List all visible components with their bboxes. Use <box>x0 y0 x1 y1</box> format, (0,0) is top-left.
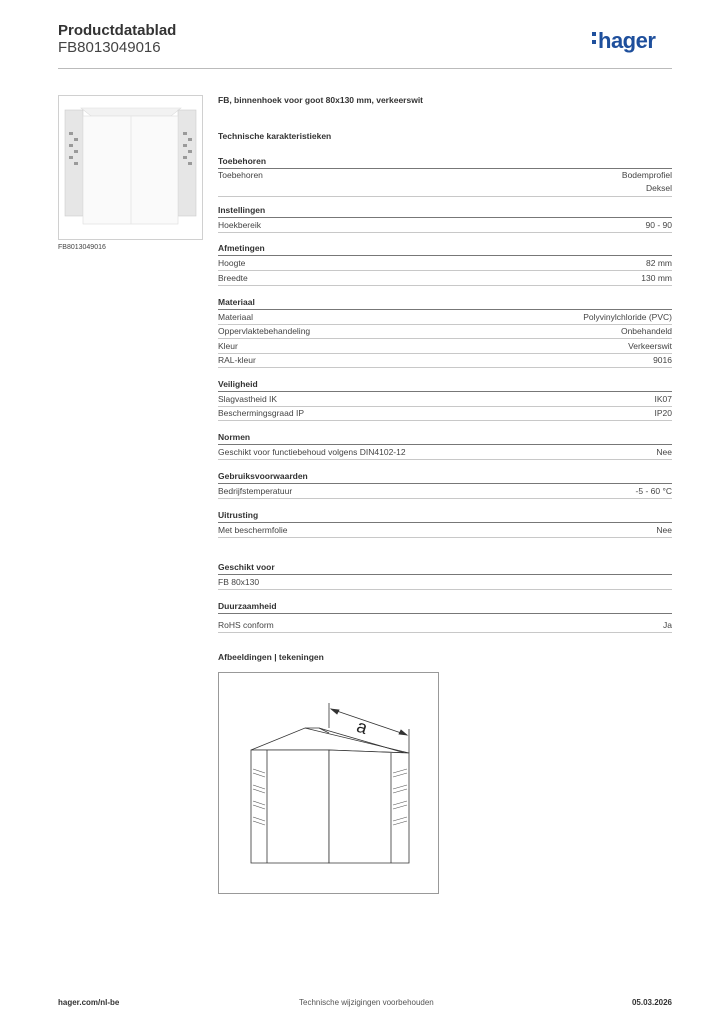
spec-value: -5 - 60 °C <box>635 486 672 496</box>
product-title: FB, binnenhoek voor goot 80x130 mm, verkeerswit <box>218 95 424 105</box>
footer-website: hager.com/nl-be <box>58 998 120 1007</box>
spec-row <box>218 272 672 286</box>
section-heading: Veiligheid <box>218 379 672 392</box>
section-heading: Uitrusting <box>218 510 672 523</box>
spec-value: Polyvinylchloride (PVC) <box>583 312 672 322</box>
thumbnail-caption: FB8013049016 <box>58 244 106 251</box>
spec-label: Met beschermfolie <box>218 525 288 535</box>
spec-label: RoHS conform <box>218 620 274 630</box>
hager-logo: hager <box>592 28 655 54</box>
spec-row <box>218 524 672 538</box>
product-thumbnail <box>58 95 203 240</box>
header-divider <box>58 68 672 69</box>
spec-row <box>218 257 672 271</box>
spec-row <box>218 407 672 421</box>
spec-value: 90 - 90 <box>645 220 672 230</box>
spec-label: Toebehoren <box>218 170 263 180</box>
spec-row <box>218 619 672 633</box>
section-heading: Geschikt voor <box>218 562 672 575</box>
section-heading: Gebruiksvoorwaarden <box>218 471 672 484</box>
spec-value: Ja <box>663 620 672 630</box>
tech-heading: Technische karakteristieken <box>218 131 332 141</box>
spec-value: Verkeerswit <box>628 341 672 351</box>
spec-row <box>218 340 672 354</box>
spec-row <box>218 446 672 460</box>
spec-row <box>218 576 672 590</box>
drawings-heading: Afbeeldingen | tekeningen <box>218 652 324 662</box>
spec-label: Oppervlaktebehandeling <box>218 326 311 336</box>
spec-label: Slagvastheid IK <box>218 394 278 404</box>
technical-drawing <box>218 672 439 894</box>
spec-value: IP20 <box>654 408 672 418</box>
section-heading: Toebehoren <box>218 156 672 169</box>
spec-label: Materiaal <box>218 312 253 322</box>
spec-label: Bedrijfstemperatuur <box>218 486 293 496</box>
spec-value: Bodemprofiel Deksel <box>621 170 672 193</box>
spec-label: RAL-kleur <box>218 355 256 365</box>
section-heading: Duurzaamheid <box>218 601 672 614</box>
spec-row <box>218 354 672 368</box>
spec-label: Geschikt voor functiebehoud volgens DIN4102-12 <box>218 447 406 457</box>
footer-disclaimer: Technische wijzigingen voorbehouden <box>299 998 434 1007</box>
spec-row <box>218 393 672 407</box>
spec-row <box>218 219 672 233</box>
spec-row <box>218 311 672 325</box>
section-heading: Instellingen <box>218 205 672 218</box>
spec-value: IK07 <box>654 394 672 404</box>
section-heading: Afmetingen <box>218 243 672 256</box>
spec-row <box>218 325 672 339</box>
spec-value: Nee <box>656 525 672 535</box>
section-heading: Materiaal <box>218 297 672 310</box>
spec-label: Kleur <box>218 341 238 351</box>
spec-value: 82 mm <box>646 258 672 268</box>
dimension-label: a <box>354 715 371 739</box>
product-code: FB8013049016 <box>58 39 161 56</box>
spec-value: Onbehandeld <box>620 326 672 336</box>
section-heading: Normen <box>218 432 672 445</box>
spec-label: Breedte <box>218 273 248 283</box>
spec-value: 9016 <box>653 355 672 365</box>
spec-label: FB 80x130 <box>218 577 260 587</box>
spec-row <box>218 485 672 499</box>
spec-label: Hoekbereik <box>218 220 261 230</box>
spec-label: Hoogte <box>218 258 246 268</box>
page-title: Productdatablad <box>58 22 177 39</box>
spec-value: Nee <box>656 447 672 457</box>
spec-row <box>218 169 672 197</box>
spec-label: Beschermingsgraad IP <box>218 408 304 418</box>
spec-value: 130 mm <box>641 273 672 283</box>
footer-date: 05.03.2026 <box>631 998 672 1007</box>
